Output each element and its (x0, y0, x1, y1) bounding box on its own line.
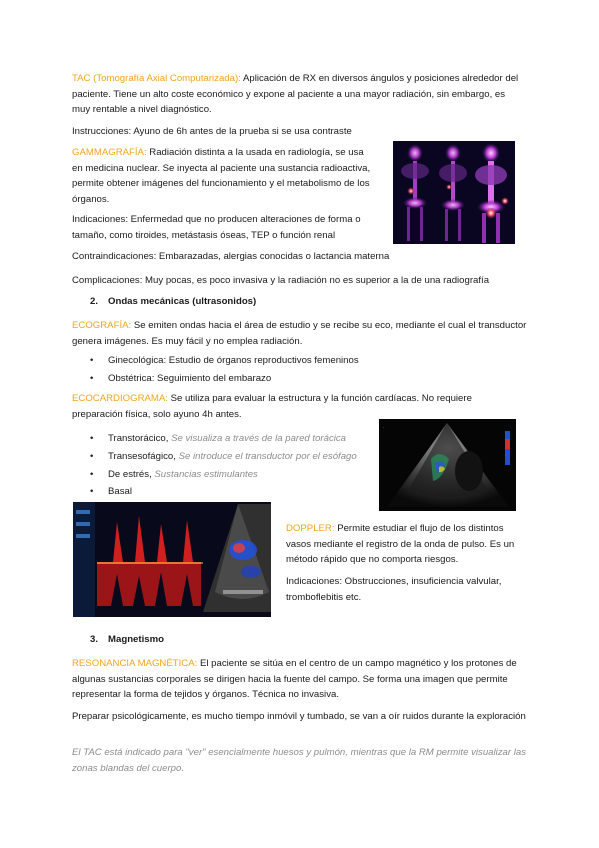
tac-text: Aplicación de RX en diversos ángulos y posiciones alrededor del paciente. Tiene un alto coste económico y expone al paciente a una mayor radiación, sin embargo, es muy rentable a nivel diagnóstico. (72, 73, 519, 115)
tac-instrucciones: Instrucciones: Ayuno de 6h antes de la prueba si se usa contraste (72, 126, 352, 137)
ecografia-item-1: Ginecológica: Estudio de órganos reproductivos femeninos (108, 355, 359, 366)
ecografia-label: ECOGRAFÍA: (72, 320, 132, 331)
bullet-icon: • (90, 468, 94, 480)
gammagrafia-image (393, 141, 515, 244)
doppler-indicaciones: Indicaciones: Obstrucciones, insuficiencia valvular, tromboflebitis etc. (286, 576, 502, 603)
gammagrafia-label: GAMMAGRAFÍA: (72, 147, 147, 158)
gammagrafia-paragraph (72, 145, 377, 207)
ecocardiograma-image (379, 419, 516, 511)
section-3-number: 3. (90, 634, 99, 645)
ecografia-list (88, 352, 359, 388)
doppler-label: DOPPLER: (286, 523, 335, 534)
svg-text:·: · (383, 425, 385, 430)
ecocardiograma-label: ECOCARDIOGRAMA: (72, 393, 168, 404)
ecocardiograma-item-3-note: Sustancias estimulantes (154, 468, 258, 480)
bullet-icon: • (90, 372, 94, 384)
list-item: • Transtorácico, Se visualiza a través de la pared torácica (88, 430, 357, 448)
gammagrafia-text: Radiación distinta a la usada en radiología, se usa en medicina nuclear. Se inyecta al paciente una sustancia radioactiva, permite obtener imágenes del funcionamiento y el metabolismo de los órganos. (72, 147, 371, 205)
tac-paragraph (72, 71, 524, 118)
resonancia-paragraph (72, 656, 534, 703)
list-item: • Transesofágico, Se introduce el transductor por el esófago (88, 448, 357, 466)
section-2-title: Ondas mecánicas (ultrasonidos) (108, 296, 257, 307)
ecocardiograma-item-1-name: Transtorácico (108, 433, 166, 444)
list-item (88, 352, 359, 370)
gammagrafia-indicaciones: Indicaciones: Enfermedad que no producen alteraciones de forma o tamaño, como tiroides, metástasis óseas, TEP o función renal (72, 214, 361, 241)
ecocardiograma-item-2-name: Transesofágico (108, 450, 174, 462)
resonancia-preparar: Preparar psicológicamente, es mucho tiempo inmóvil y tumbado, se van a oír ruidos durante la exploración (72, 711, 526, 722)
ecografia-text: Se emiten ondas hacia el área de estudio y se recibe su eco, mediante el cual el transductor genera imágenes. Es muy fácil y no emplea radiación. (72, 320, 527, 347)
list-item (88, 483, 357, 501)
doppler-paragraph (286, 521, 528, 568)
resonancia-text: El paciente se sitúa en el centro de un campo magnético y los protones de algunas sustancias corporales se dirigen hacia la fuente del campo. Se forma una imagen que permite representar la forma de tejidos y órganos. Técnica no invasiva. (72, 658, 517, 700)
doppler-text: Permite estudiar el flujo de los distintos vasos mediante el registro de la onda de pulso. Es un método rápido que no comporta riesgos. (286, 523, 515, 565)
resonancia-nota: El TAC está indicado para "ver" esencialmente huesos y pulmón, mientras que la RM permite visualizar las zonas blandas del cuerpo. (72, 747, 527, 774)
gammagrafia-contraindicaciones: Contraindicaciones: Embarazadas, alergias conocidas o lactancia materna (72, 251, 390, 262)
ecocardiograma-item-3-name: De estrés (108, 468, 150, 480)
section-2-heading (90, 295, 256, 309)
ecocardiograma-item-1-note: Se visualiza a través de la pared torácica (171, 433, 347, 444)
ecocardiograma-text: Se utiliza para evaluar la estructura y la función cardíacas. No requiere preparación física, solo ayuno 4h antes. (72, 393, 472, 420)
bullet-icon: • (90, 433, 94, 444)
gammagrafia-complicaciones: Complicaciones: Muy pocas, es poco invasiva y la radiación no es superior a la de una radiografía (72, 275, 490, 286)
tac-label: TAC (Tomografía Axial Computarizada): (72, 73, 241, 84)
ecocardiograma-item-4-name: Basal (108, 486, 132, 498)
ecocardiograma-list (88, 430, 357, 501)
ecografia-paragraph (72, 318, 527, 349)
resonancia-label: RESONANCIA MAGNÉTICA: (72, 658, 198, 669)
bullet-icon: • (90, 486, 94, 498)
section-3-title: Magnetismo (108, 634, 164, 645)
bullet-icon: • (90, 355, 94, 366)
list-item: • De estrés, Sustancias estimulantes (88, 466, 357, 484)
list-item (88, 370, 359, 388)
section-3-heading (90, 633, 164, 647)
ecocardiograma-item-2-note: Se introduce el transductor por el esófago (178, 450, 357, 462)
ecocardiograma-paragraph (72, 391, 517, 422)
doppler-image (73, 502, 271, 617)
ecografia-item-2: Obstétrica: Seguimiento del embarazo (108, 372, 272, 384)
section-2-number: 2. (90, 296, 99, 307)
bullet-icon: • (90, 450, 94, 462)
